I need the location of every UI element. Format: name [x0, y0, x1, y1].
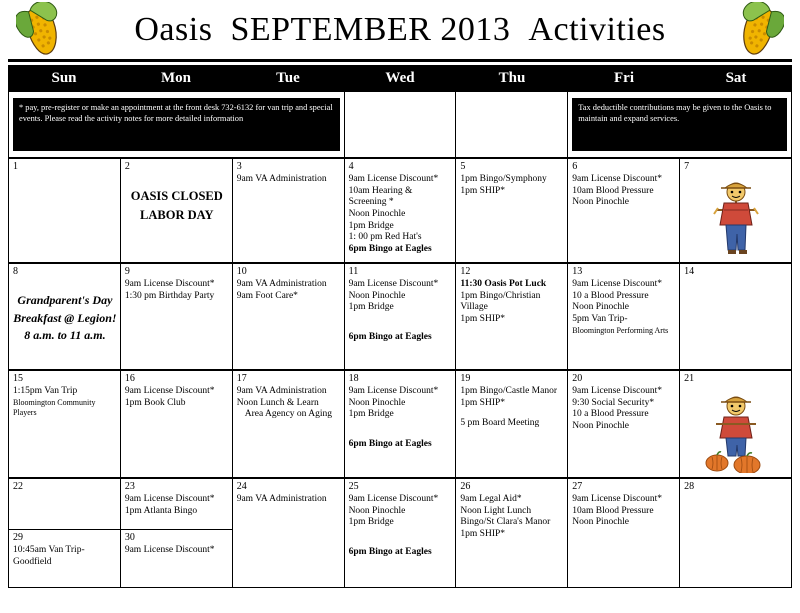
event-item: 9am License Discount*: [348, 279, 439, 290]
day-number: 12: [460, 266, 471, 277]
day-number: 5: [460, 161, 466, 172]
day-cell[interactable]: [233, 264, 345, 370]
day-cell[interactable]: [345, 371, 457, 478]
event-item: 10:45am Van Trip-: [13, 545, 85, 556]
event-item: 1pm Bingo/Christian Village: [460, 290, 541, 313]
day-subcell-30[interactable]: [125, 530, 229, 557]
scarecrow-pumpkins-icon: [705, 395, 767, 473]
day-cell[interactable]: [121, 264, 233, 370]
event-spacer: [349, 314, 453, 323]
event-item: 10am Blood Pressure: [572, 185, 654, 196]
event-item: 10 a Blood Pressure: [572, 290, 649, 301]
event-item: Noon Pinochle: [572, 517, 630, 528]
event-item: 10am Blood Pressure: [572, 505, 654, 516]
day-cell[interactable]: [345, 264, 457, 370]
event-item: Bloomington Community Players: [13, 397, 96, 417]
event-spacer: [349, 421, 453, 430]
day-number: 25: [348, 481, 359, 492]
day-cell[interactable]: [9, 264, 121, 370]
event-item: 1pm Atlanta Bingo: [124, 505, 198, 516]
event-item: 1:15pm Van Trip: [13, 386, 78, 397]
weekday-wed: Wed: [385, 69, 415, 86]
day-cell[interactable]: [9, 371, 121, 478]
title-suffix: Activities: [528, 10, 666, 48]
weekday-sun: Sun: [51, 69, 77, 86]
event-item: 9am License Discount*: [572, 386, 662, 397]
week-row-4: [8, 478, 792, 588]
day-number: 13: [572, 266, 583, 277]
event-spacer: [349, 538, 453, 547]
event-item: Area Agency on Aging: [244, 409, 333, 420]
week-row-3: [8, 370, 792, 478]
event-spacer: [349, 430, 453, 439]
event-item: 9am VA Administration: [236, 174, 327, 185]
day-number: 4: [348, 161, 354, 172]
scarecrow-icon: [710, 180, 762, 258]
page-title: [8, 0, 792, 62]
event-item: 9am License Discount*: [348, 494, 439, 505]
day-number: 18: [348, 373, 359, 384]
day-cell[interactable]: [456, 159, 568, 263]
notice-cell-left: [9, 92, 345, 158]
day-number: 30: [124, 532, 135, 543]
event-item: 1: 00 pm Red Hat's: [348, 232, 422, 243]
event-item: 9am License Discount*: [124, 279, 215, 290]
event-item: Noon Pinochle: [348, 208, 406, 219]
event-item: 1pm Bridge: [348, 302, 394, 313]
day-number: 6: [572, 161, 578, 172]
pre-register-notice: * pay, pre-register or make an appointment at the front desk 732-6132 for van trip and special events. Please read the activity notes for more detailed information: [13, 98, 340, 151]
day-number: 24: [236, 481, 247, 492]
event-item: 1pm Book Club: [124, 397, 186, 408]
event-item: 5pm Van Trip-: [572, 313, 628, 324]
day-cell[interactable]: [680, 371, 792, 478]
day-cell[interactable]: [9, 159, 121, 263]
event-item: Goodfield: [13, 556, 52, 567]
event-item: 1pm SHIP*: [460, 397, 506, 408]
event-item: 10am Hearing & Screening *: [348, 185, 413, 208]
day-cell[interactable]: [456, 479, 568, 588]
day-number: 16: [124, 373, 135, 384]
notice-cell-right: [568, 92, 792, 158]
corn-cob-icon: [16, 2, 70, 60]
day-number: 22: [13, 481, 23, 492]
day-number: 17: [236, 373, 247, 384]
title-month: SEPTEMBER 2013: [230, 10, 511, 48]
donation-notice: Tax deductible contributions may be given to the Oasis to maintain and expand services.: [572, 98, 787, 151]
event-item: 1pm SHIP*: [460, 185, 506, 196]
day-subcell-23[interactable]: [125, 481, 229, 529]
event-item: 9am VA Administration: [236, 279, 327, 290]
day-number: 23: [124, 481, 135, 492]
day-cell[interactable]: [345, 159, 457, 263]
closed-line-1: OASIS CLOSED: [130, 189, 223, 204]
event-item: 9am License Discount*: [348, 386, 439, 397]
day-number: 3: [236, 161, 242, 172]
event-item: 9am License Discount*: [124, 494, 215, 505]
day-number: 7: [684, 161, 690, 172]
event-item: 9am License Discount*: [572, 174, 662, 185]
event-item: 9am License Discount*: [572, 494, 662, 505]
notice-blank-thu: [456, 92, 568, 158]
event-item: Noon Pinochle: [572, 197, 630, 208]
day-number: 11: [348, 266, 359, 277]
corn-cob-icon: [730, 2, 784, 60]
day-number: 21: [684, 373, 695, 384]
event-item: 9am VA Administration: [236, 494, 327, 505]
day-subcell-22[interactable]: [13, 481, 117, 529]
event-item: 9am VA Administration: [236, 386, 327, 397]
event-item: 9am License Discount*: [124, 386, 215, 397]
day-number: 8: [13, 266, 18, 277]
day-number: 26: [460, 481, 471, 492]
day-cell[interactable]: [9, 479, 121, 588]
day-number: 1: [13, 161, 18, 172]
day-number: 2: [124, 161, 130, 172]
day-cell[interactable]: [568, 371, 680, 478]
event-spacer: [460, 409, 564, 418]
weekday-header: [8, 65, 792, 91]
day-number: 28: [684, 481, 695, 492]
day-subcell-29[interactable]: [13, 530, 117, 568]
event-item: 6pm Bingo at Eagles: [348, 331, 432, 342]
notice-row: [8, 91, 792, 158]
event-spacer: [349, 529, 453, 538]
event-item: Bloomington Performing Arts: [572, 325, 669, 335]
event-item: 1:30 pm Birthday Party: [124, 290, 215, 301]
special-line-3: 8 a.m. to 11 a.m.: [24, 327, 106, 342]
event-item: 1pm Bridge: [348, 220, 394, 231]
event-item: 11:30 Oasis Pot Luck: [460, 279, 547, 290]
event-item: 1pm Bingo/Symphony: [460, 174, 547, 185]
event-item: Noon Lunch & Learn: [236, 397, 319, 408]
week-row-1: [8, 158, 792, 263]
day-number: 27: [572, 481, 583, 492]
event-item: 1pm Bingo/Castle Manor: [460, 386, 557, 397]
event-spacer: [349, 323, 453, 332]
day-cell[interactable]: [568, 479, 680, 588]
event-item: Noon Pinochle: [572, 420, 630, 431]
day-number: 14: [684, 266, 695, 277]
weekday-tue: Tue: [276, 69, 300, 86]
event-item: 6pm Bingo at Eagles: [348, 438, 432, 449]
special-line-1: Grandparent's Day: [17, 293, 113, 308]
weekday-sat: Sat: [725, 69, 747, 86]
weekday-mon: Mon: [161, 69, 191, 86]
day-number: 19: [460, 373, 471, 384]
day-cell[interactable]: [233, 159, 345, 263]
day-cell[interactable]: [680, 479, 792, 588]
event-item: 9am License Discount*: [348, 174, 439, 185]
event-item: 9am Foot Care*: [236, 290, 298, 301]
day-cell[interactable]: [680, 159, 792, 263]
weekday-thu: Thu: [498, 69, 526, 86]
special-line-2: Breakfast @ Legion!: [13, 310, 117, 325]
event-item: 1pm Bridge: [348, 409, 394, 420]
day-number: 29: [13, 532, 23, 543]
event-item: 10 a Blood Pressure: [572, 409, 649, 420]
title-org: Oasis: [134, 10, 213, 48]
event-item: 6pm Bingo at Eagles: [348, 243, 432, 254]
event-item: 1pm Bridge: [348, 517, 394, 528]
notice-blank-wed: [345, 92, 457, 158]
day-cell[interactable]: [568, 264, 680, 370]
week-row-2: [8, 263, 792, 370]
day-cell[interactable]: [121, 371, 233, 478]
day-cell[interactable]: [568, 159, 680, 263]
closed-line-2: LABOR DAY: [140, 207, 214, 222]
day-number: 15: [13, 373, 23, 384]
weekday-fri: Fri: [614, 69, 634, 86]
event-item: 5 pm Board Meeting: [460, 418, 540, 429]
day-cell[interactable]: [233, 479, 345, 588]
event-item: 9am License Discount*: [124, 545, 215, 556]
event-item: Noon Pinochle: [348, 505, 406, 516]
title-line: [134, 11, 665, 49]
day-cell[interactable]: [233, 371, 345, 478]
day-cell[interactable]: [121, 479, 233, 588]
event-item: Noon Light Lunch: [460, 505, 532, 516]
event-item: 9:30 Social Security*: [572, 397, 655, 408]
day-cell[interactable]: [456, 264, 568, 370]
day-number: 10: [236, 266, 247, 277]
event-item: 1pm SHIP*: [460, 313, 506, 324]
day-number: 20: [572, 373, 583, 384]
event-item: Noon Pinochle: [348, 397, 406, 408]
day-cell[interactable]: [345, 479, 457, 588]
event-item: 1pm SHIP*: [460, 528, 506, 539]
event-item: Bingo/St Clara's Manor: [460, 517, 551, 528]
event-item: 9am Legal Aid*: [460, 494, 522, 505]
event-item: Noon Pinochle: [348, 290, 406, 301]
event-item: 9am License Discount*: [572, 279, 662, 290]
day-number: 9: [124, 266, 130, 277]
day-cell[interactable]: [456, 371, 568, 478]
day-cell[interactable]: [680, 264, 792, 370]
event-item: 6pm Bingo at Eagles: [348, 546, 432, 557]
day-cell[interactable]: [121, 159, 233, 263]
event-item: Noon Pinochle: [572, 302, 630, 313]
